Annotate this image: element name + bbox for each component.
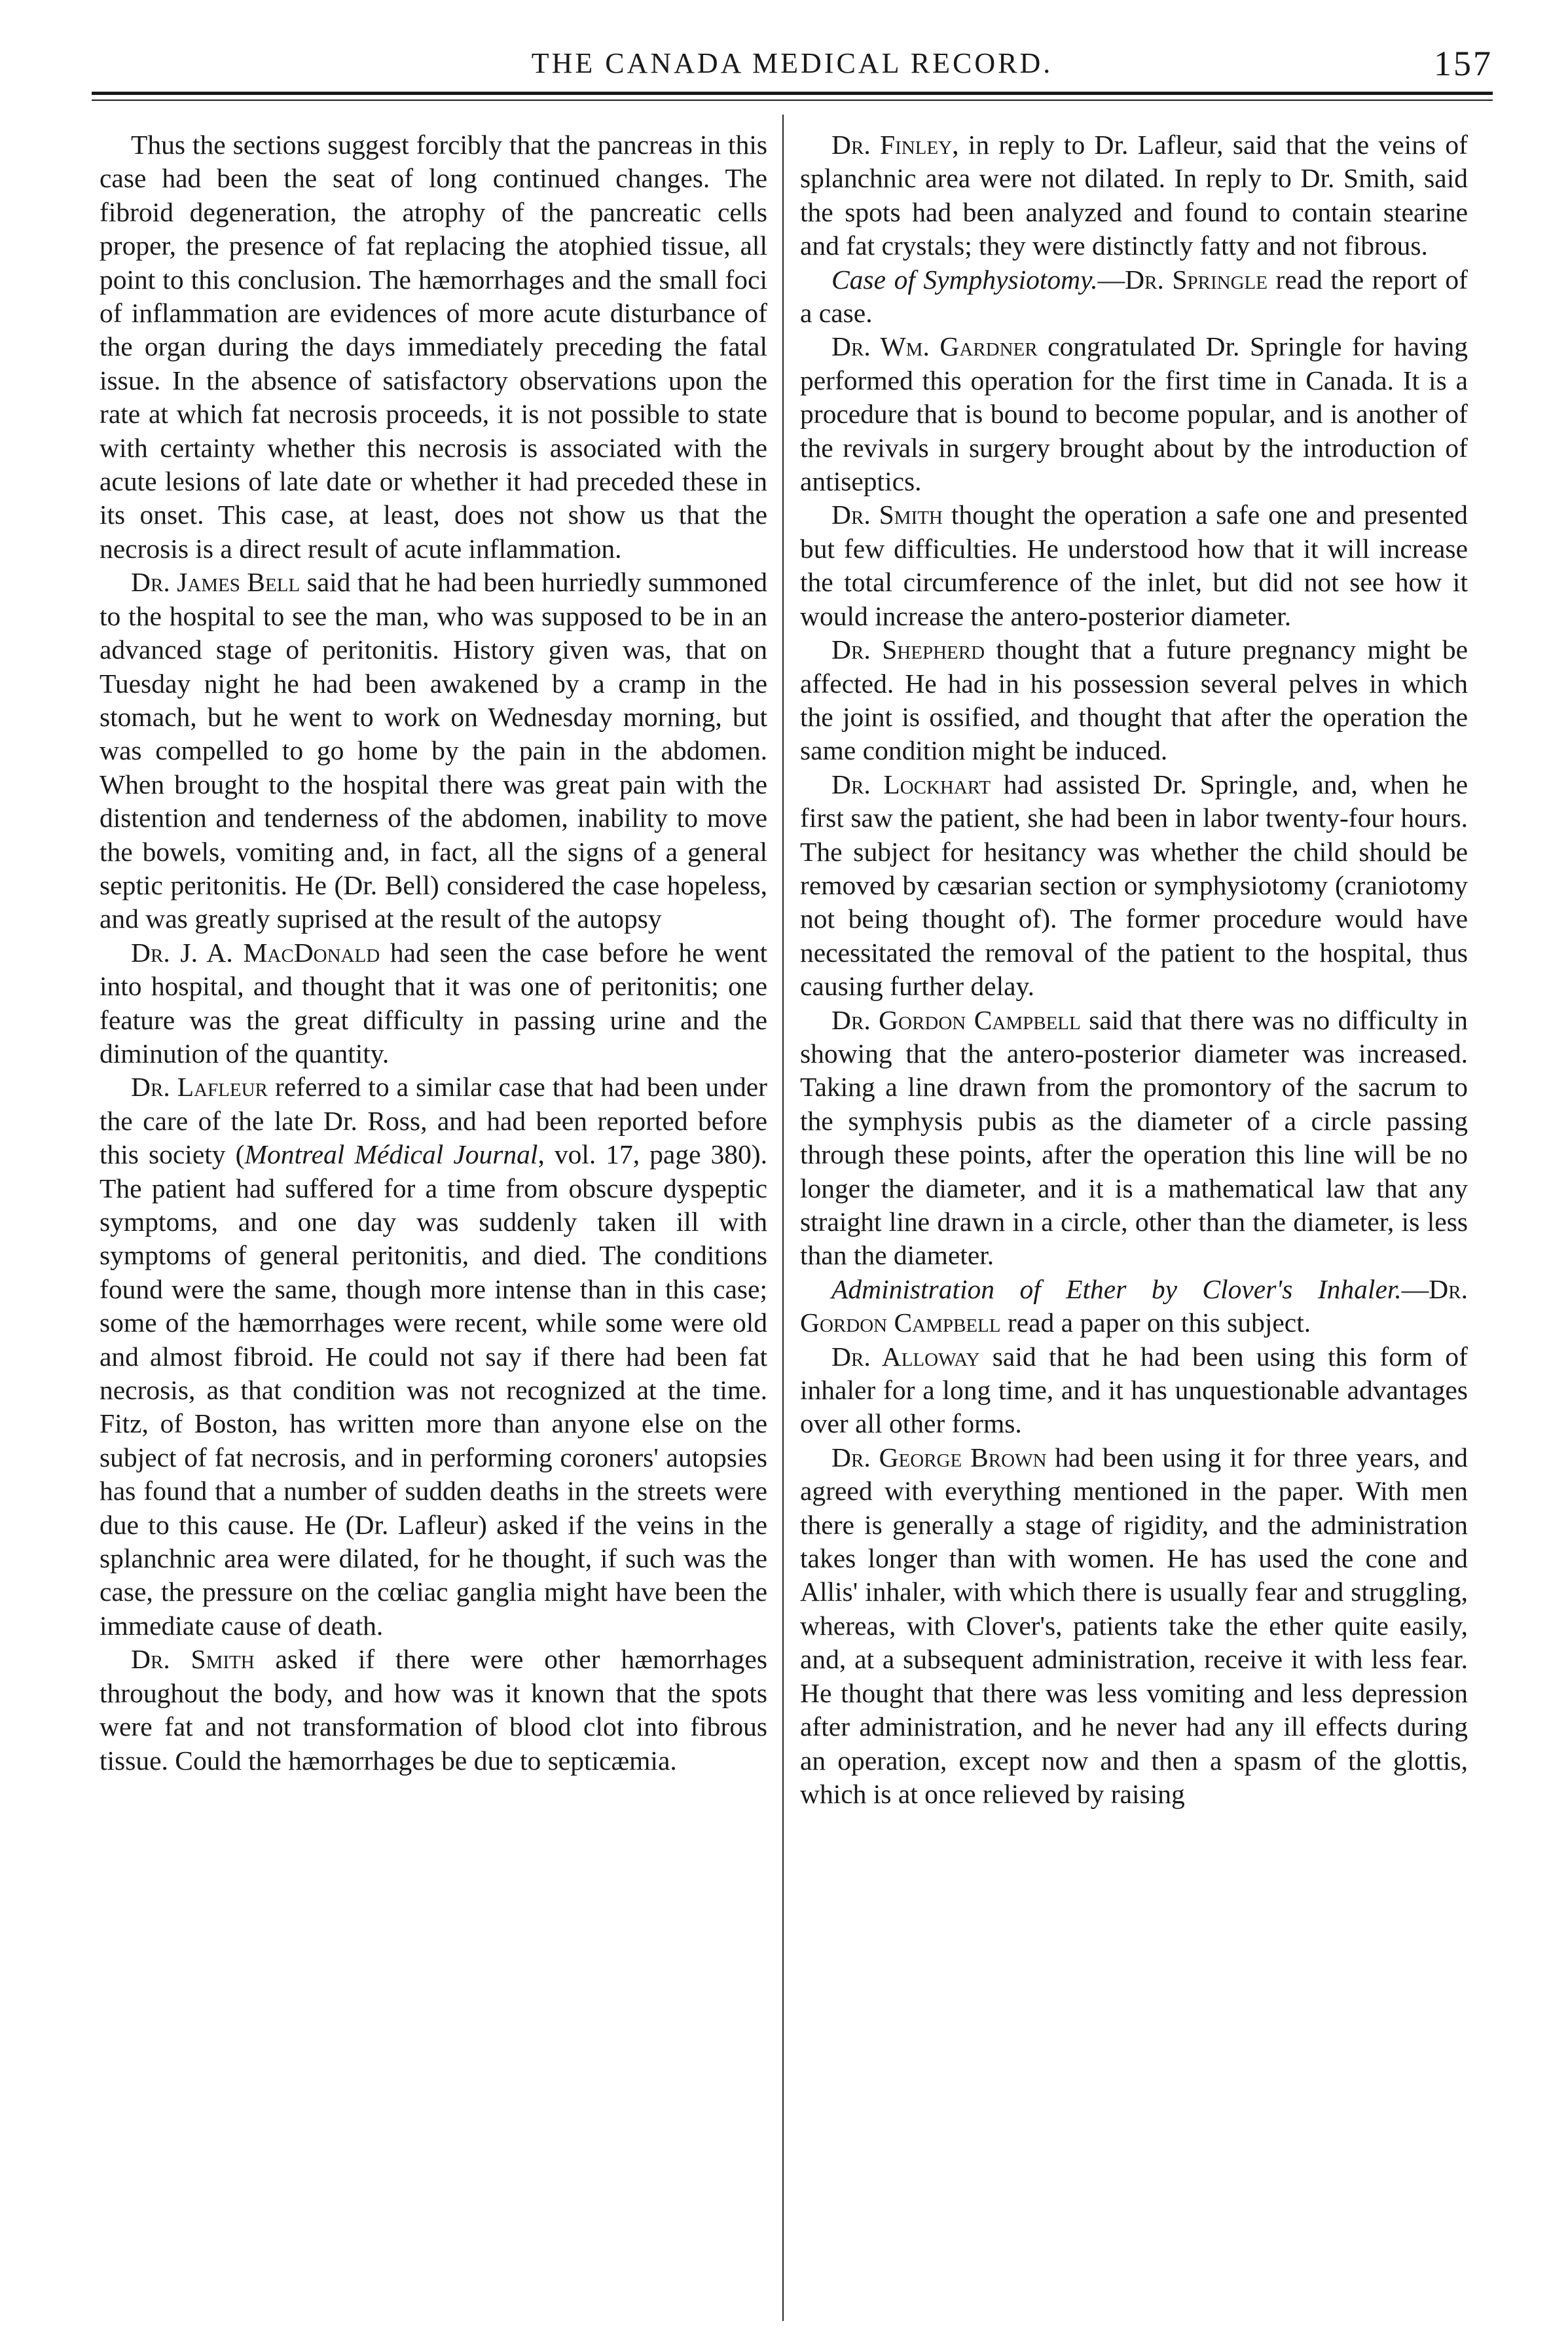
paragraph: [100, 936, 767, 1071]
speaker-name: Dr. Shepherd: [831, 634, 985, 665]
paragraph: [100, 1070, 767, 1643]
section-title: Administration of Ether by Clover's Inhaler.: [831, 1273, 1402, 1304]
paragraph: [800, 1340, 1468, 1441]
column-divider: [782, 115, 784, 2321]
speaker-name: Dr. Lafleur: [131, 1072, 268, 1103]
running-head: [92, 41, 1493, 86]
paragraph: [800, 330, 1468, 498]
left-column: [100, 128, 767, 2318]
speaker-name: Dr. Lockhart: [831, 769, 991, 799]
dash: —: [1401, 1273, 1429, 1304]
paragraph: [800, 263, 1468, 331]
dash: —: [1097, 264, 1125, 295]
page-number: 157: [1434, 44, 1493, 83]
paragraph: [800, 1441, 1468, 1811]
section-title: Case of Symphysiotomy.: [831, 264, 1098, 295]
right-column: [800, 128, 1468, 2318]
paragraph: [100, 1643, 767, 1778]
header-rule-thin: [92, 100, 1493, 101]
speaker-name: Dr. Smith: [131, 1644, 255, 1675]
paragraph-text: thought the operation a safe one and presented but few difficulties. He understood how that it will increase the total circumference of the inlet, but did not see how it would increase the antero-posterior diameter.: [800, 500, 1468, 631]
speaker-name: Dr. Wm. Gardner: [831, 331, 1038, 362]
paragraph-text: congratulated Dr. Springle for having performed this operation for the first time in Canada. It is a procedure that is bound to become popular, and is another of the revivals in surgery brought about by the introduction of antiseptics.: [800, 331, 1468, 497]
paragraph: [800, 768, 1468, 1004]
speaker-name: Dr. Alloway: [831, 1341, 980, 1372]
speaker-name: Dr. Smith: [831, 500, 943, 530]
paragraph-text: read a paper on this subject.: [1000, 1307, 1311, 1338]
paragraph-text: said that there was no difficulty in showing that the antero-posterior diameter was increased. Taking a line drawn from the promontory of the sacrum to the symphysis pubis as the diameter of a circle passing through these points, after the operation this line will be no longer the diameter, and it is a mathematical law that any straight line drawn in a circle, other than the diameter, is less than the diameter.: [800, 1004, 1468, 1271]
speaker-name: Dr. James Bell: [131, 567, 301, 598]
paragraph: [800, 1273, 1468, 1340]
paragraph-text: Thus the sections suggest forcibly that the pancreas in this case had been the seat of long continued changes. The fibroid degeneration, the atrophy of the pancreatic cells proper, the presence of fat replacing the atophied tissue, all point to this conclusion. The hæmorrhages and the small foci of inflammation are evidences of more acute disturbance of the organ during the days immediately preceding the fatal issue. In the absence of satisfactory observations upon the rate at which fat necrosis proceeds, it is not possible to state with certainty whether this necrosis is associated with the acute lesions of late date or whether it had preceded these in its onset. This case, at least, does not show us that the necrosis is a direct result of acute inflammation.: [100, 130, 767, 564]
speaker-name: Dr. Gordon Campbell: [800, 1273, 1468, 1338]
speaker-name: Dr. Finley: [831, 130, 953, 160]
paragraph-text: said that he had been hurriedly summoned to the hospital to see the man, who was supposed to be in an advanced stage of peritonitis. History given was, that on Tuesday night he had been awakened by a cramp in the stomach, but he went to work on Wednesday morning, but was compelled to go home by the pain in the abdomen. When brought to the hospital there was great pain with the distention and tenderness of the abdomen, inability to move the bowels, vomiting and, in fact, all the signs of a general septic peritonitis. He (Dr. Bell) considered the case hopeless, and was greatly suprised at the result of the autopsy: [100, 567, 767, 934]
speaker-name: Dr. George Brown: [831, 1442, 1047, 1472]
header-rule-thick: [92, 92, 1493, 95]
paragraph-text: , in reply to Dr. Lafleur, said that the veins of splanchnic area were not dilated. In reply to Dr. Smith, said the spots had been analyzed and found to contain stearine and fat crystals; they were distinctly fatty and not fibrous.: [800, 130, 1468, 261]
paragraph-text: read the report of a case.: [800, 264, 1468, 329]
paragraph: [800, 633, 1468, 768]
speaker-name: Dr. J. A. MacDonald: [131, 937, 380, 968]
paragraph-text: referred to a similar case that had been under the care of the late Dr. Ross, and had been reported before this society (: [100, 1072, 767, 1170]
journal-title: THE CANADA MEDICAL RECORD.: [531, 47, 1053, 79]
speaker-name: Dr. Gordon Campbell: [831, 1004, 1081, 1035]
paragraph-text: had seen the case before he went into hospital, and thought that it was one of peritonitis; one feature was the great difficulty in passing urine and the diminution of the quantity.: [100, 937, 767, 1069]
paragraph-text: thought that a future pregnancy might be affected. He had in his possession several pelves in which the joint is ossified, and thought that after the operation the same condition might be induced.: [800, 634, 1468, 766]
paragraph-text: had been using it for three years, and agreed with everything mentioned in the paper. With men there is generally a stage of rigidity, and the administration takes longer than with women. He has used the cone and Allis' inhaler, with which there is usually fear and struggling, whereas, with Clover's, patients take the ether quite easily, and, at a subsequent administration, receive it with less fear. He thought that there was less vomiting and less depression after administration, and he never had any ill effects during an operation, except now and then a spasm of the glottis, which is at once relieved by raising: [800, 1442, 1468, 1809]
paragraph-text: , vol. 17, page 380). The patient had suffered for a time from obscure dyspeptic symptoms, and one day was suddenly taken ill with symptoms of general peritonitis, and died. The conditions found were the same, though more intense than in this case; some of the hæmorrhages were recent, while some were old and almost fibroid. He could not say if there had been fat necrosis, as that condition was not recognized at the time. Fitz, of Boston, has written more than anyone else on the subject of fat necrosis, and in performing coroners' autopsies has found that a number of sudden deaths in the streets were due to this cause. He (Dr. Lafleur) asked if the veins in the splanchnic area were dilated, for he thought, if such was the case, the pressure on the cœliac ganglia might have been the immediate cause of death.: [100, 1139, 767, 1641]
paragraph: [800, 128, 1468, 263]
paragraph: [100, 128, 767, 566]
paragraph: [800, 1004, 1468, 1273]
speaker-name: Dr. Springle: [1125, 264, 1267, 295]
paragraph-text: said that he had been using this form of inhaler for a long time, and it has unquestionable advantages over all other forms.: [800, 1341, 1468, 1439]
paragraph-text: asked if there were other hæmorrhages throughout the body, and how was it known that the spots were fat and not transformation of blood clot into fibrous tissue. Could the hæmorrhages be due to septicæmia.: [100, 1644, 767, 1776]
paragraph-text: had assisted Dr. Springle, and, when he first saw the patient, she had been in labor twenty-four hours. The subject for hesitancy was whether the child should be removed by cæsarian section or symphysiotomy (craniotomy not being thought of). The former procedure would have necessitated the removal of the patient to the hospital, thus causing further delay.: [800, 769, 1468, 1002]
journal-citation: Montreal Médical Journal: [244, 1139, 538, 1170]
paragraph: [800, 498, 1468, 633]
paragraph: [100, 566, 767, 936]
